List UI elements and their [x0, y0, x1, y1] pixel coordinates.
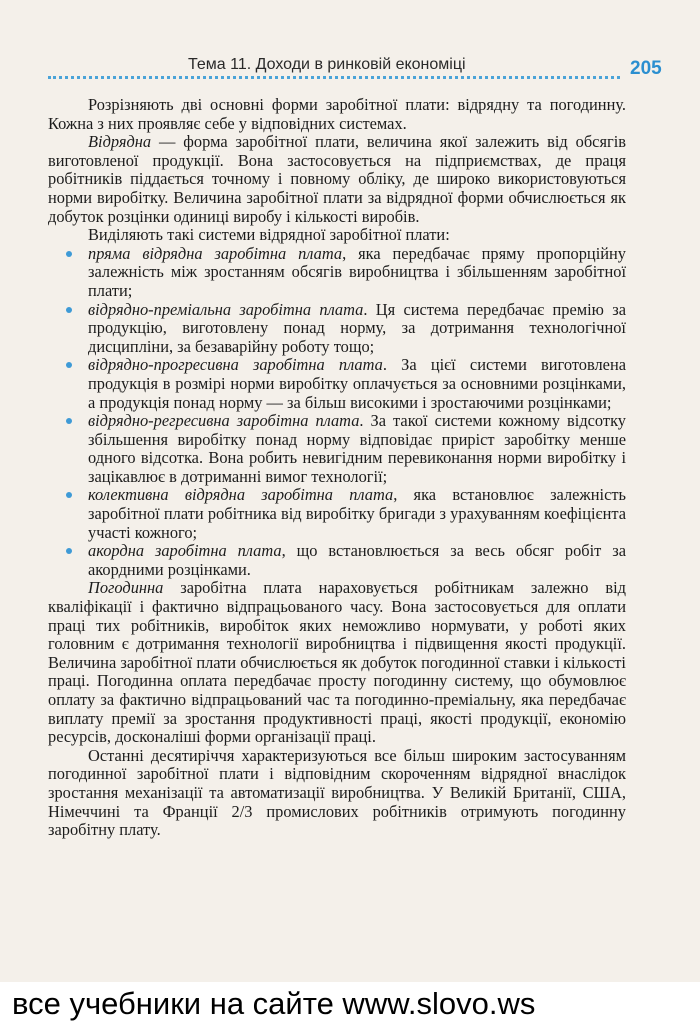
body-text: [48, 96, 626, 840]
header-divider: [48, 76, 620, 79]
bullet-icon: [66, 418, 72, 424]
piece-wage-paragraph: [48, 133, 626, 226]
system-description: , яка передбачає пряму пропорційну залежність між зростанням обсягів виробництва і збільшенням заробітної плати;: [88, 243, 626, 300]
list-item: [48, 245, 626, 301]
system-term: відрядно-регресивна заробітна плата: [88, 411, 360, 431]
intro-paragraph: Розрізняють дві основні форми заробітної плати: відрядну та погодинну. Кожна з них проявляє себе у відповідних системах.: [48, 95, 626, 133]
wage-systems-list: [48, 245, 626, 580]
closing-paragraph: Останні десятиріччя характеризуються все більш широким застосуванням погодинної заробітної плати і відповідним скороченням відрядної внаслідок зростання механізації та автоматизації виробництва. У Великій Британії, США, Німеччині та Франції 2/3 промислових робітників отримують погодинну заробітну плату.: [48, 745, 626, 840]
list-item: [48, 301, 626, 357]
system-term: акордна заробітна плата: [88, 541, 282, 561]
system-description: , яка встановлює залежність заробітної плати робітника від виробітку бригади з урахуванням коефіцієнта участі кожного;: [88, 485, 626, 542]
system-term: колективна відрядна заробітна плата: [88, 485, 394, 505]
system-description: . За цієї системи виготовлена продукція в розмірі норми виробітку оплачується за основними розцінками, а продукція понад норму — за більш високими і зростаючими розцінками;: [88, 355, 626, 412]
hourly-wage-term: Погодинна: [88, 578, 164, 598]
bullet-icon: [66, 362, 72, 368]
system-description: . Ця система передбачає премію за продукцію, виготовлену понад норму, за дотримання технологічної дисципліни, за безаварійну роботу тощо;: [88, 299, 626, 356]
bullet-icon: [66, 492, 72, 498]
system-term: пряма відрядна заробітна плата: [88, 243, 343, 263]
page-header: [48, 56, 668, 82]
bullet-icon: [66, 307, 72, 313]
bullet-icon: [66, 548, 72, 554]
bullet-icon: [66, 251, 72, 257]
list-item: [48, 542, 626, 579]
chapter-title: Тема 11. Доходи в ринковій економіці: [188, 56, 466, 73]
system-term: відрядно-преміальна заробітна плата: [88, 299, 364, 319]
system-term: відрядно-прогресивна заробітна плата: [88, 355, 383, 375]
systems-intro: Виділяють такі системи відрядної заробітної плати:: [88, 225, 450, 245]
list-item: [48, 486, 626, 542]
piece-wage-definition: — форма заробітної плати, величина якої залежить від обсягів виготовленої продукції. Вона застосовується на підприємствах, де праця робітників піддається точному і повному обліку, де широко використовуються норми виробітку. Величина заробітної плати за відрядної форми обчислюється як добуток розцінки одиниці виробу і кількості виробів.: [48, 132, 626, 226]
site-footer: [0, 982, 700, 1027]
page-number: 205: [630, 58, 662, 79]
list-item: [48, 412, 626, 486]
list-item: [48, 356, 626, 412]
footer-caption: все учебники на сайте www.slovo.ws: [12, 986, 536, 1021]
piece-wage-term: Відрядна: [88, 132, 152, 152]
hourly-wage-paragraph: [48, 579, 626, 746]
hourly-wage-definition: заробітна плата нараховується робітникам залежно від кваліфікації і фактично відпрацьованого часу. Вона застосовується для оплати праці тих робітників, виробіток яких неможливо нормувати, у роботі яких головним є дотримання технології виробництва і підвищення якості продукції. Величина заробітної плати обчислюється як добуток погодинної ставки і кількості праці. Погодинна оплата передбачає просту погодинну систему, що обумовлює оплату за фактично відпрацьований час та погодинно-преміальну, яка передбачає виплату премії за зростання продуктивності праці, якості продукції, економію ресурсів, досконаліші форми організації праці.: [48, 578, 626, 747]
system-description: , що встановлюється за весь обсяг робіт за акордними розцінками.: [88, 541, 626, 579]
system-description: . За такої системи кожному відсотку збільшення виробітку понад норму відповідає приріст заробітку менше одного відсотка. Вона робить невигідним перевиконання норми виробітку і зацікавлює в дотриманні вимог технології;: [88, 411, 626, 486]
